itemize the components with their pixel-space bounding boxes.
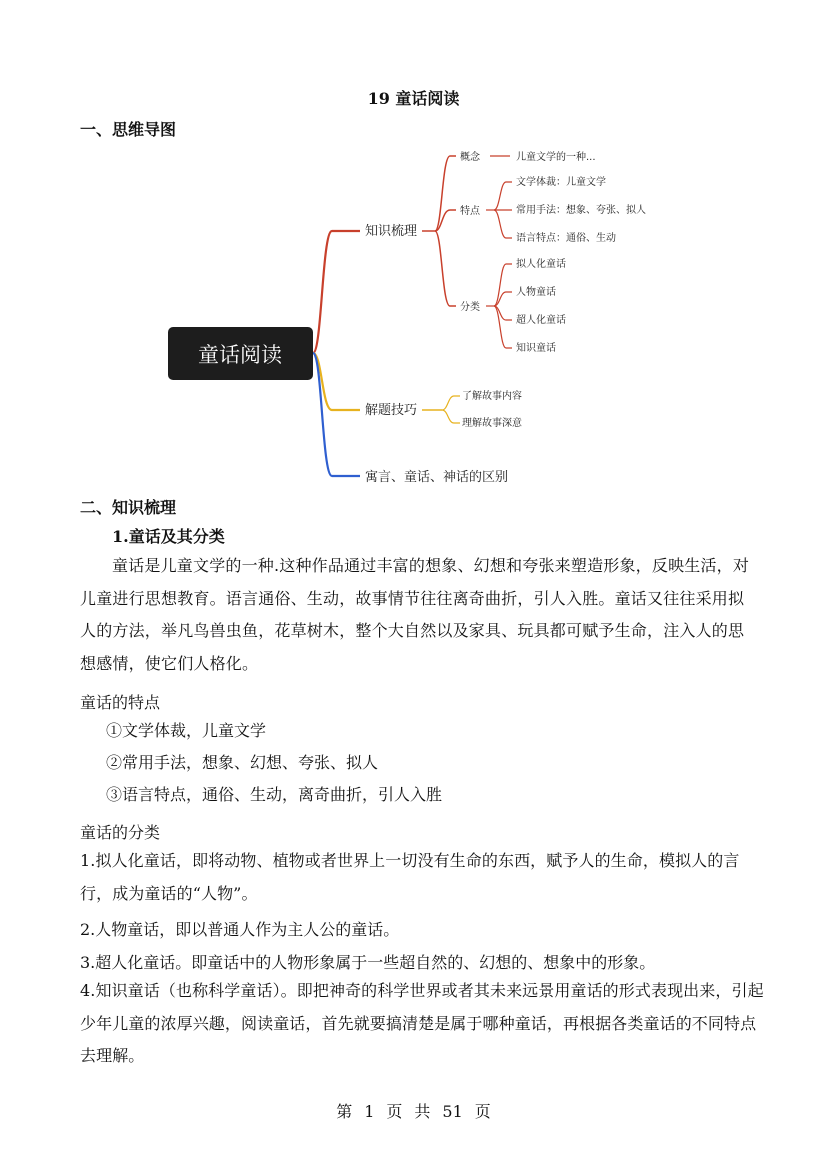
category-item-personified: 拟人化童话 — [516, 259, 566, 270]
tip-item-meaning: 理解故事深意 — [462, 418, 522, 429]
mind-map — [160, 138, 680, 492]
category-paragraph: 1.拟人化童话，即将动物、植物或者世界上一切没有生命的东西，赋予人的生命，模拟人的言行，成为童话的“人物”。 — [80, 851, 740, 903]
category-paragraph: 2.人物童话，即以普通人作为主人公的童话。 — [80, 920, 400, 939]
document-title: 19 童话阅读 — [367, 89, 460, 108]
feature-item-genre: 文学体裁：儿童文学 — [516, 177, 606, 188]
category-item-character: 人物童话 — [516, 287, 556, 298]
feature-item-technique: 常用手法：想象、夸张、拟人 — [516, 205, 646, 216]
category-item-knowledge: 知识童话 — [516, 343, 556, 354]
branch-difference-label: 寓言、童话、神话的区别 — [365, 470, 509, 485]
feature-line: ③语言特点，通俗、生动，离奇曲折，引人入胜 — [106, 785, 443, 804]
feature-line: ①文学体裁，儿童文学 — [106, 721, 267, 740]
feature-item-language: 语言特点：通俗、生动 — [516, 233, 616, 244]
page-footer — [0, 1099, 827, 1122]
footer-page-unit: 页 — [386, 1102, 403, 1121]
category-paragraph: 4.知识童话（也称科学童话）。即把神奇的科学世界或者其未来远景用童话的形式表现出来，引起少年儿童的浓厚兴趣，阅读童话，首先就要搞清楚是属于哪种童话，再根据各类童话的不同特点去理解。 — [80, 981, 764, 1065]
branch-connector-red — [313, 231, 360, 353]
features-label: 特点 — [460, 206, 480, 217]
branch-knowledge-label: 知识梳理 — [365, 224, 418, 239]
features-title: 童话的特点 — [80, 693, 161, 712]
footer-total-unit: 页 — [474, 1102, 491, 1121]
intro-paragraph: 童话是儿童文学的一种.这种作品通过丰富的想象、幻想和夸张来塑造形象，反映生活，对儿童进行思想教育。语言通俗、生动，故事情节往往离奇曲折，引人入胜。童话又往往采用拟人的方法，举凡鸟兽虫鱼，花草树木，整个大自然以及家具、玩具都可赋予生命，注入人的思想感情，使它们人格化。 — [80, 556, 750, 673]
categories-label: 分类 — [460, 302, 480, 313]
concept-text: 儿童文学的一种... — [516, 152, 596, 163]
section-heading-mindmap: 一、思维导图 — [80, 120, 177, 139]
footer-page-number: 1 — [364, 1102, 375, 1121]
footer-total-label: 共 — [414, 1102, 431, 1121]
branch-tips-label: 解题技巧 — [365, 403, 418, 418]
categories-title: 童话的分类 — [80, 823, 161, 842]
footer-page-label: 第 — [336, 1102, 353, 1121]
concept-label: 概念 — [460, 152, 480, 163]
tip-item-content: 了解故事内容 — [462, 391, 522, 402]
footer-total-pages: 51 — [442, 1102, 463, 1121]
section-heading-knowledge: 二、知识梳理 — [80, 498, 177, 517]
mindmap-root-label: 童话阅读 — [198, 343, 282, 367]
feature-line: ②常用手法，想象、幻想、夸张、拟人 — [106, 753, 379, 772]
subheading-fairytale-categories: 1.童话及其分类 — [112, 527, 225, 546]
category-item-superhuman: 超人化童话 — [516, 315, 566, 326]
category-paragraph: 3.超人化童话。即童话中的人物形象属于一些超自然的、幻想的、想象中的形象。 — [80, 953, 656, 972]
